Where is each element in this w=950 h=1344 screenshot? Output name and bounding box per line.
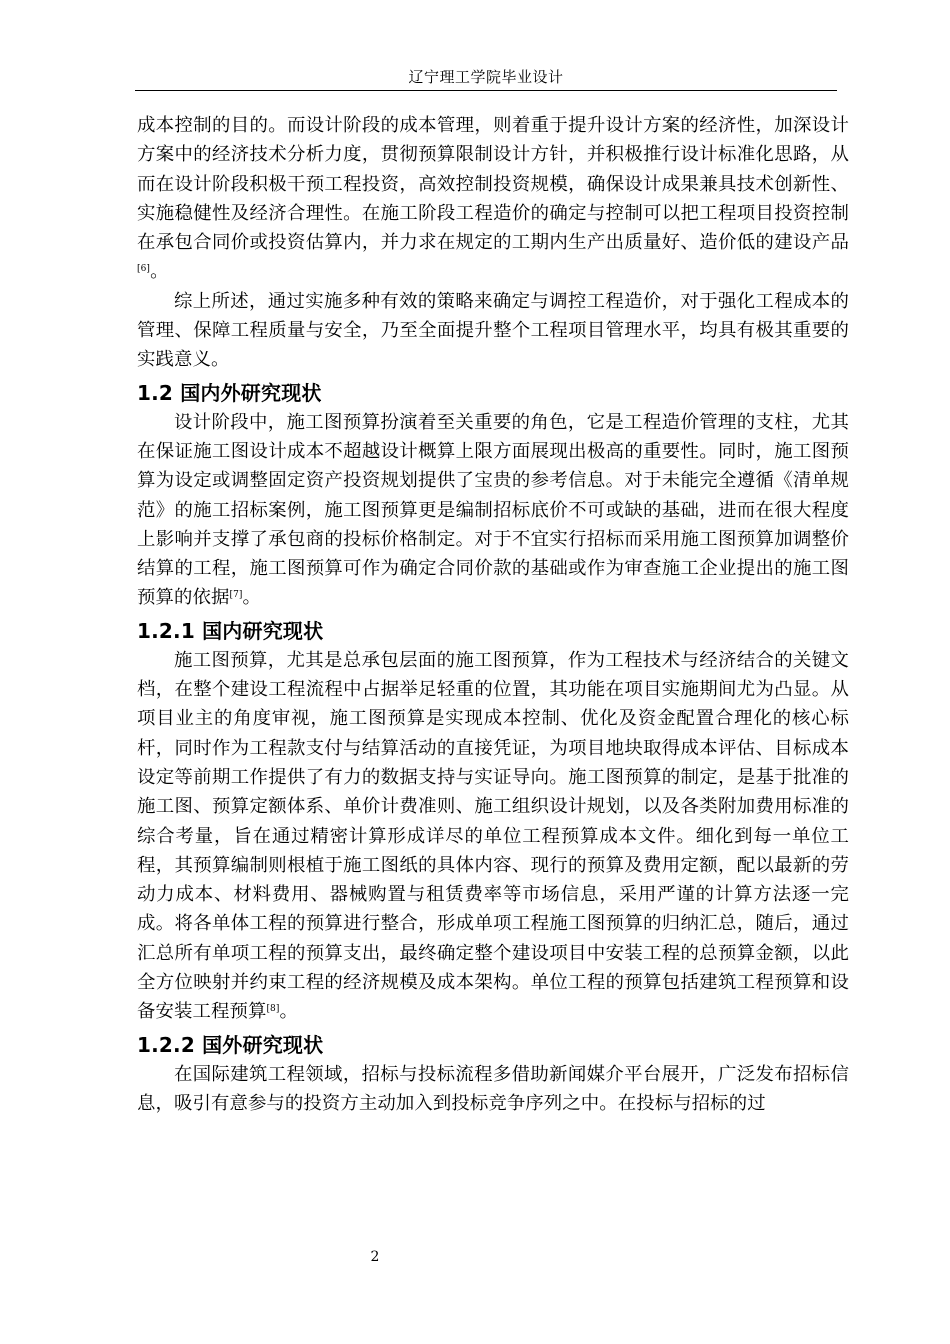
paragraph-text: 设计阶段中，施工图预算扮演着至关重要的角色，它是工程造价管理的支柱，尤其在保证施工图设计成本不超越设计概算上限方面展现出极高的重要性。同时，施工图预算为设定或调整固定资产投资规划提供了宝贵的参考信息。对于未能完全遵循《清单规范》的施工招标案例，施工图预算更是编制招标底价不可或缺的基础，进而在很大程度上影响并支撑了承包商的投标价格制定。对于不宜实行招标而采用施工图预算加调整价结算的工程，施工图预算可作为确定合同价款的基础或作为审查施工企业提出的施工图预算的依据 [137,411,849,609]
paragraph-text: 综上所述，通过实施多种有效的策略来确定与调控工程造价，对于强化工程成本的管理、保障工程质量与安全，乃至全面提升整个工程项目管理水平，均具有极其重要的实践意义。 [137,290,849,371]
paragraph-text: 成本控制的目的。而设计阶段的成本管理，则着重于提升设计方案的经济性，加深设计方案中的经济技术分析力度，贯彻预算限制设计方针，并积极推行设计标准化思路，从而在设计阶段积极干预工程投资，高效控制投资规模，确保设计成果兼具技术创新性、实施稳健性及经济合理性。在施工阶段工程造价的确定与控制可以把工程项目投资控制在承包合同价或投资估算内，并力求在规定的工期内生产出质量好、造价低的建设产品 [137,115,849,254]
section-heading-1-2-1: 1.2.1 国内研究现状 [137,618,324,643]
paragraph-domestic-research [137,646,849,1027]
page-body [137,111,849,1118]
paragraph-foreign-research [137,1060,849,1119]
paragraph-text: 施工图预算，尤其是总承包层面的施工图预算，作为工程技术与经济结合的关键文档，在整个建设工程流程中占据举足轻重的位置，其功能在项目实施期间尤为凸显。从项目业主的角度审视，施工图预算是实现成本控制、优化及资金配置合理化的核心标杆，同时作为工程款支付与结算活动的直接凭证，为项目地块取得成本评估、目标成本设定等前期工作提供了有力的数据支持与实证导向。施工图预算的制定，是基于批准的施工图、预算定额体系、单价计费准则、施工组织设计规划，以及各类附加费用标准的综合考量，旨在通过精密计算形成详尽的单位工程预算成本文件。细化到每一单位工程，其预算编制则根植于施工图纸的具体内容、现行的预算及费用定额，配以最新的劳动力成本、材料费用、器械购置与租赁费率等市场信息，采用严谨的计算方法逐一完成。将各单体工程的预算进行整合，形成单项工程施工图预算的归纳汇总，随后，通过汇总所有单项工程的预算支出，最终确定整个建设项目中安装工程的总预算金额，以此全方位映射并约束工程的经济规模及成本架构。单位工程的预算包括建筑工程预算和设备安装工程预算 [137,649,849,1023]
paragraph-design-stage [137,408,849,613]
section-heading-1-2: 1.2 国内外研究现状 [137,380,322,405]
paragraph-end: 。 [150,261,169,283]
page-number: 2 [370,1249,380,1265]
paragraph-cost-control [137,111,849,287]
paragraph-end: 。 [279,1001,298,1023]
paragraph-summary [137,287,849,375]
section-heading-1-2-2: 1.2.2 国外研究现状 [137,1032,324,1057]
paragraph-text: 在国际建筑工程领域，招标与投标流程多借助新闻媒介平台展开，广泛发布招标信息，吸引有意参与的投资方主动加入到投标竞争序列之中。在投标与招标的过 [137,1063,849,1114]
paragraph-end: 。 [242,587,262,609]
page-footer [0,1248,750,1266]
citation-7: [7] [229,590,243,601]
page-header [135,64,837,91]
citation-8: [8] [266,1004,280,1015]
citation-6: [6] [137,264,151,275]
header-title: 辽宁理工学院毕业设计 [408,68,564,86]
